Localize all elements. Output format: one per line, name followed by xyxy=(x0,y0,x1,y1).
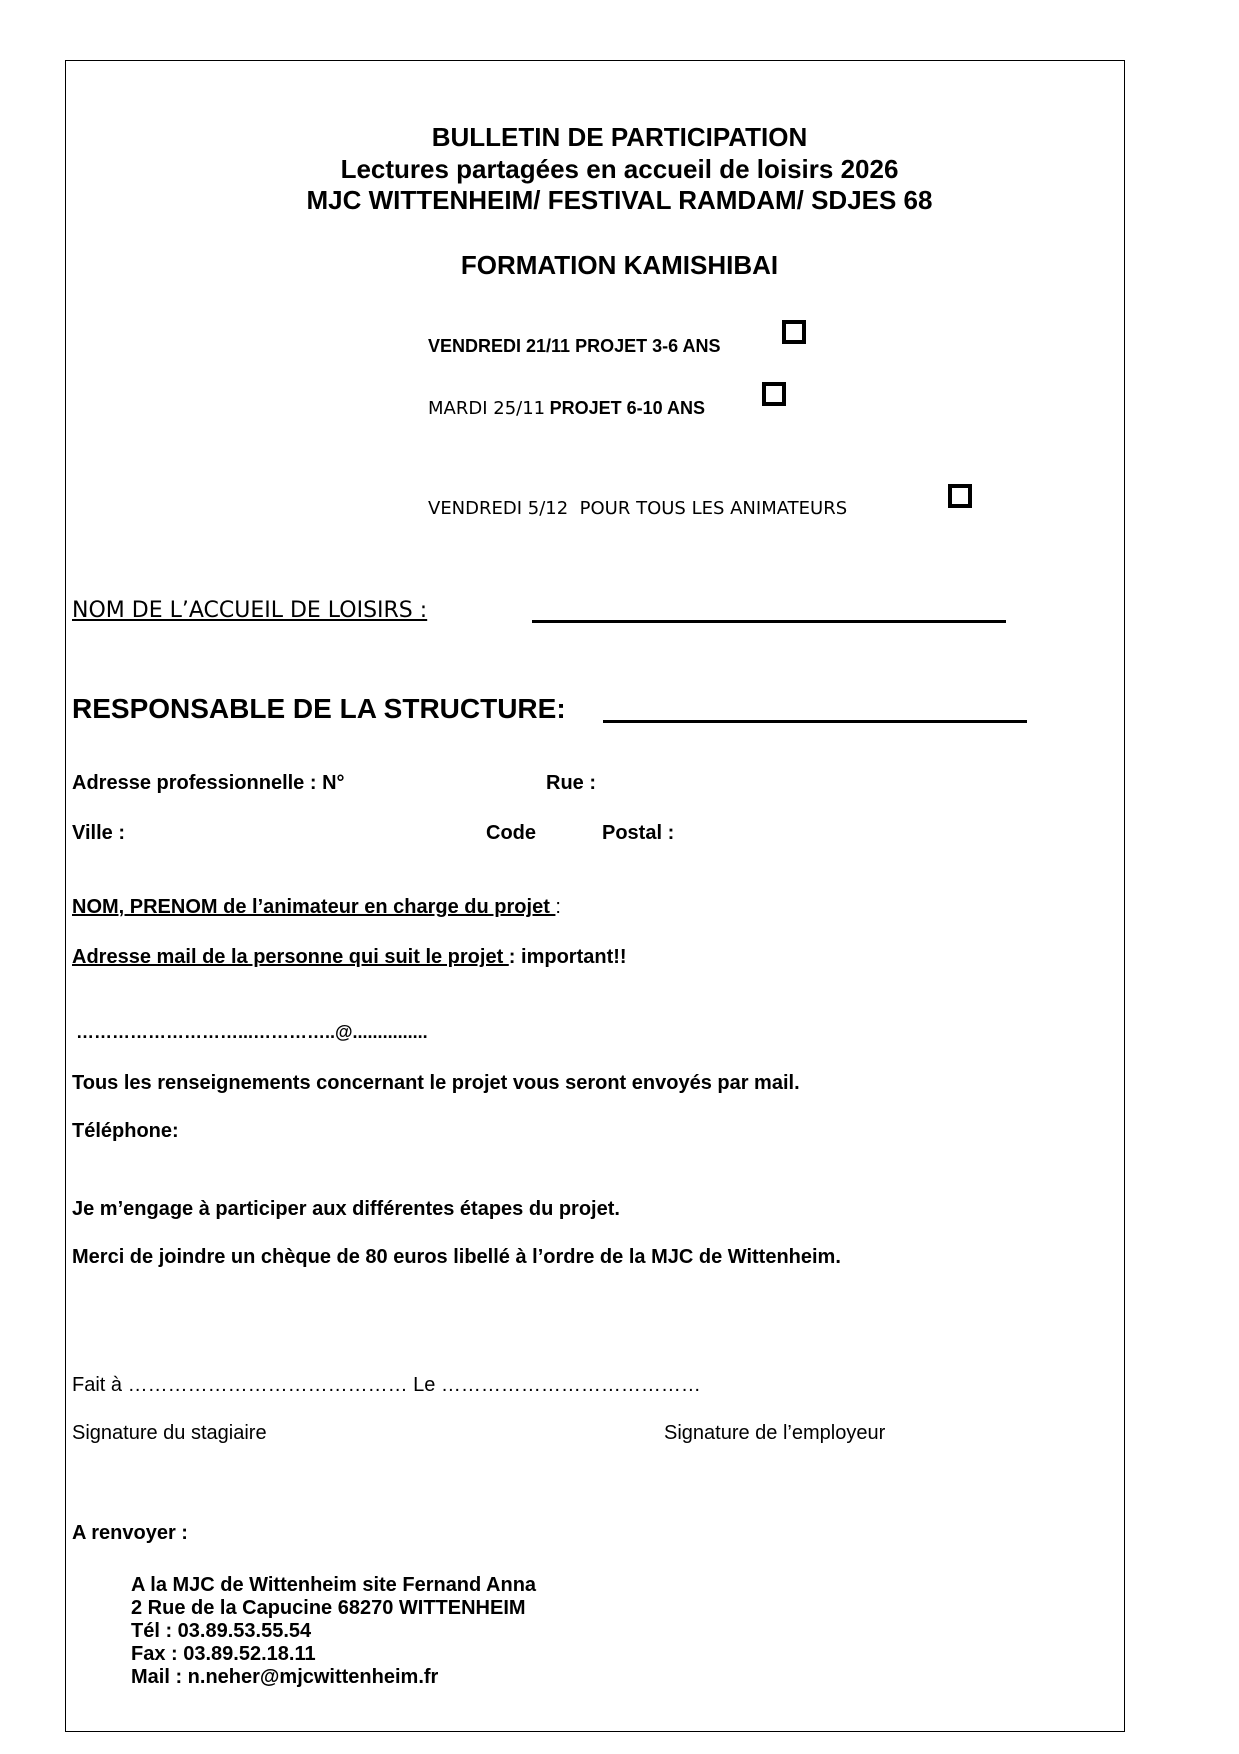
title-lectures: Lectures partagées en accueil de loisirs 2026 xyxy=(340,154,899,184)
animateur-row xyxy=(72,896,561,919)
mail-row xyxy=(72,946,627,969)
responsable-input-line[interactable] xyxy=(603,720,1027,723)
session-1-date: VENDREDI 21/11 xyxy=(428,336,571,356)
session-2-text xyxy=(428,398,705,419)
session-1-checkbox[interactable] xyxy=(782,320,806,344)
session-3-checkbox[interactable] xyxy=(948,484,972,508)
mail-suffix: : important!! xyxy=(508,946,627,968)
session-2-date: MARDI 25/11 xyxy=(428,398,546,419)
return-address xyxy=(131,1574,536,1689)
session-3-text xyxy=(428,498,847,519)
responsable-label: RESPONSABLE DE LA STRUCTURE: xyxy=(72,693,566,724)
return-line-mail: Mail : n.neher@mjcwittenheim.fr xyxy=(131,1666,439,1688)
info-text: Tous les renseignements concernant le projet vous seront envoyés par mail. xyxy=(72,1072,800,1094)
engagement-text: Je m’engage à participer aux différentes étapes du projet. xyxy=(72,1198,620,1220)
animateur-label: NOM, PRENOM de l’animateur en charge du projet xyxy=(72,896,556,918)
signature-stagiaire: Signature du stagiaire xyxy=(72,1422,267,1444)
mail-input-placeholder[interactable]: ………………………...…………..@............... xyxy=(76,1022,428,1042)
title-bulletin: BULLETIN DE PARTICIPATION xyxy=(431,122,808,152)
animateur-colon: : xyxy=(555,896,561,918)
postal-label: Postal : xyxy=(602,822,675,844)
rue-label: Rue : xyxy=(546,772,596,794)
session-3-date: VENDREDI 5/12 xyxy=(428,498,569,519)
session-1-text xyxy=(428,336,720,357)
session-3-label: POUR TOUS LES ANIMATEURS xyxy=(579,498,848,519)
accueil-label: NOM DE L’ACCUEIL DE LOISIRS : xyxy=(72,598,428,623)
session-2-label: PROJET 6-10 ANS xyxy=(549,398,706,418)
telephone-label: Téléphone: xyxy=(72,1120,179,1142)
mail-label: Adresse mail de la personne qui suit le projet xyxy=(72,946,509,968)
accueil-input-line[interactable] xyxy=(532,620,1006,623)
ville-label: Ville : xyxy=(72,822,125,844)
subtitle-formation: FORMATION KAMISHIBAI xyxy=(460,250,779,280)
return-line-fax: Fax : 03.89.52.18.11 xyxy=(131,1643,316,1665)
return-label: A renvoyer : xyxy=(72,1522,188,1544)
signature-employeur: Signature de l’employeur xyxy=(664,1422,886,1444)
payment-text: Merci de joindre un chèque de 80 euros libellé à l’ordre de la MJC de Wittenheim. xyxy=(72,1246,841,1268)
session-1-label: PROJET 3-6 ANS xyxy=(575,336,721,356)
return-line-tel: Tél : 03.89.53.55.54 xyxy=(131,1620,312,1642)
fait-a-line[interactable]: Fait à …………………………………… Le ………………………………… xyxy=(72,1374,701,1396)
return-line-street: 2 Rue de la Capucine 68270 WITTENHEIM xyxy=(131,1597,526,1619)
session-2-checkbox[interactable] xyxy=(762,382,786,406)
title-organizers: MJC WITTENHEIM/ FESTIVAL RAMDAM/ SDJES 68 xyxy=(306,185,933,215)
adresse-label: Adresse professionnelle : N° xyxy=(72,772,345,794)
code-label: Code xyxy=(486,822,536,844)
return-line-name: A la MJC de Wittenheim site Fernand Anna xyxy=(131,1574,537,1596)
